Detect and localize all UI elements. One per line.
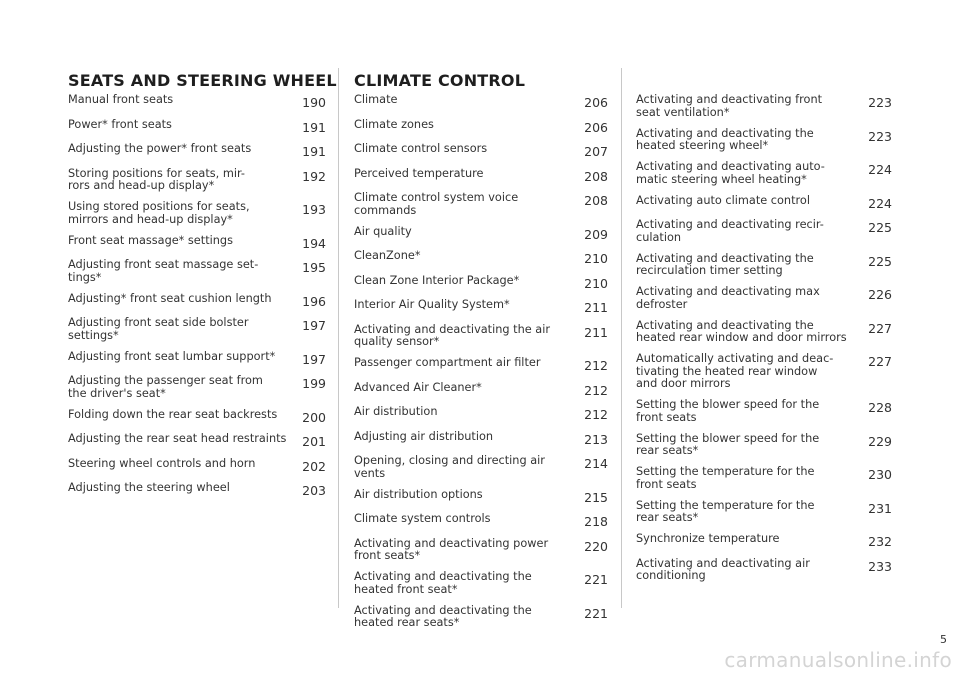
- toc-entry[interactable]: [354, 538, 608, 563]
- toc-entry-title: Power* front seats: [68, 117, 172, 131]
- toc-entry-title: Activating and deactivating front seat ventilation*: [636, 93, 823, 119]
- toc-entry-page: 201: [302, 434, 326, 449]
- toc-entry-page: 221: [584, 605, 608, 621]
- toc-entry-page: 212: [584, 382, 608, 398]
- toc-entry[interactable]: [68, 235, 326, 251]
- toc-entry[interactable]: [68, 94, 326, 110]
- toc-entry-page: 194: [302, 235, 326, 251]
- toc-entry-page: 206: [584, 119, 608, 135]
- toc-entry-title: Activating and deactivating the recirculation timer setting: [636, 251, 814, 277]
- toc-entry-page: 203: [302, 483, 326, 498]
- toc-entry-page: 199: [302, 376, 326, 391]
- toc-entry-page: 202: [302, 458, 326, 474]
- toc-entry[interactable]: [636, 353, 892, 391]
- toc-entry-page: 227: [868, 354, 892, 369]
- toc-entry-title: Adjusting front seat lumbar support*: [68, 349, 276, 363]
- toc-entry-title: Advanced Air Cleaner*: [354, 380, 482, 394]
- toc-entry[interactable]: [354, 94, 608, 110]
- toc-entry-title: Manual front seats: [68, 93, 174, 106]
- toc-column-climate-continued: [636, 70, 892, 591]
- toc-entry-page: 229: [868, 433, 892, 449]
- toc-entry[interactable]: [354, 226, 608, 242]
- toc-entry-title: Air distribution options: [354, 487, 483, 501]
- column-divider: [621, 68, 622, 608]
- toc-entry-page: 200: [302, 409, 326, 425]
- toc-entry[interactable]: [354, 571, 608, 596]
- toc-entry-title: Climate zones: [354, 117, 434, 131]
- toc-entry-title: Activating and deactivating the air quality sensor*: [354, 322, 551, 348]
- toc-entry-page: 218: [584, 514, 608, 529]
- toc-entry-page: 208: [584, 168, 608, 184]
- toc-entry-page: 232: [868, 534, 892, 549]
- toc-entry-page: 208: [584, 193, 608, 208]
- toc-column-seats: [68, 70, 337, 507]
- toc-entry-title: Storing positions for seats, mir- rors and head-up display*: [68, 166, 245, 192]
- toc-entry-title: Adjusting* front seat cushion length: [68, 291, 272, 305]
- toc-entry[interactable]: [354, 455, 608, 480]
- toc-entry-title: Adjusting the power* front seats: [68, 142, 252, 155]
- toc-entry[interactable]: [68, 293, 326, 309]
- toc-entry[interactable]: [68, 409, 326, 425]
- toc-entry[interactable]: [636, 500, 892, 525]
- toc-entry-page: 231: [868, 500, 892, 516]
- toc-entry-title: Climate: [354, 93, 398, 106]
- toc-entry-page: 207: [584, 144, 608, 159]
- toc-entry-title: Activating and deactivating the heated rear seats*: [354, 603, 532, 629]
- toc-entry-page: 225: [868, 220, 892, 235]
- toc-entry-title: Setting the temperature for the front seats: [636, 465, 815, 491]
- toc-list-climate: [354, 94, 608, 630]
- toc-entry[interactable]: [354, 168, 608, 184]
- toc-entry-page: 191: [302, 119, 326, 135]
- toc-entry-title: Climate control system voice commands: [354, 191, 519, 217]
- toc-entry[interactable]: [354, 192, 608, 217]
- toc-entry-page: 215: [584, 489, 608, 505]
- toc-entry-title: Passenger compartment air filter: [354, 356, 541, 369]
- toc-entry-page: 197: [302, 351, 326, 367]
- toc-entry[interactable]: [354, 605, 608, 630]
- toc-entry-page: 193: [302, 202, 326, 217]
- toc-entry[interactable]: [354, 489, 608, 505]
- toc-entry-page: 226: [868, 287, 892, 302]
- toc-entry-page: 209: [584, 226, 608, 242]
- toc-entry[interactable]: [68, 259, 326, 284]
- toc-entry-title: Perceived temperature: [354, 166, 484, 180]
- toc-entry[interactable]: [354, 324, 608, 349]
- toc-entry[interactable]: [68, 168, 326, 193]
- toc-entry-page: 220: [584, 538, 608, 554]
- toc-entry-page: 223: [868, 128, 892, 144]
- toc-entry-page: 195: [302, 260, 326, 275]
- toc-entry[interactable]: [68, 351, 326, 367]
- toc-entry[interactable]: [354, 513, 608, 529]
- toc-entry-title: Opening, closing and directing air vents: [354, 454, 545, 480]
- toc-entry[interactable]: [354, 275, 608, 291]
- toc-entry-title: Climate system controls: [354, 512, 491, 525]
- page-number: 5: [940, 633, 947, 646]
- toc-entry-title: Steering wheel controls and horn: [68, 456, 256, 470]
- toc-entry-title: Automatically activating and deac- tivating the heated rear window and door mirrors: [636, 352, 834, 390]
- toc-entry-title: Adjusting front seat side bolster settings*: [68, 316, 249, 342]
- toc-list-climate-continued: [636, 94, 892, 583]
- toc-entry[interactable]: [636, 219, 892, 244]
- toc-entry[interactable]: [636, 161, 892, 186]
- toc-entry[interactable]: [636, 558, 892, 583]
- toc-entry[interactable]: [354, 357, 608, 373]
- toc-entry[interactable]: [68, 433, 326, 449]
- toc-entry-page: 211: [584, 300, 608, 315]
- toc-entry-title: Activating auto climate control: [636, 193, 810, 207]
- toc-entry-page: 191: [302, 144, 326, 159]
- toc-entry-page: 225: [868, 253, 892, 269]
- section-heading-climate: CLIMATE CONTROL: [354, 71, 526, 90]
- toc-entry-page: 206: [584, 95, 608, 110]
- toc-entry[interactable]: [636, 399, 892, 424]
- toc-entry-title: Activating and deactivating air conditioning: [636, 556, 810, 582]
- toc-entry-title: Adjusting the steering wheel: [68, 481, 230, 494]
- toc-entry[interactable]: [636, 466, 892, 491]
- toc-entry-page: 190: [302, 95, 326, 110]
- toc-entry[interactable]: [68, 119, 326, 135]
- toc-entry-page: 212: [584, 407, 608, 422]
- toc-entry[interactable]: [636, 320, 892, 345]
- toc-entry[interactable]: [68, 201, 326, 226]
- toc-entry[interactable]: [354, 299, 608, 315]
- toc-entry-page: 223: [868, 95, 892, 110]
- toc-entry-title: Activating and deactivating auto- matic steering wheel heating*: [636, 160, 825, 186]
- toc-entry-page: 211: [584, 324, 608, 340]
- section-heading-seats: SEATS AND STEERING WHEEL: [68, 71, 337, 90]
- toc-entry-title: Interior Air Quality System*: [354, 298, 510, 311]
- toc-entry[interactable]: [636, 128, 892, 153]
- toc-entry-page: 213: [584, 431, 608, 447]
- toc-entry[interactable]: [68, 458, 326, 474]
- toc-entry-title: Activating and deactivating the heated rear window and door mirrors: [636, 318, 847, 344]
- toc-entry-title: CleanZone*: [354, 249, 421, 262]
- toc-entry-page: 228: [868, 400, 892, 415]
- toc-entry-page: 224: [868, 195, 892, 211]
- toc-entry-title: Folding down the rear seat backrests: [68, 407, 278, 421]
- toc-entry[interactable]: [354, 406, 608, 422]
- toc-column-climate: [354, 70, 608, 638]
- toc-entry-page: 197: [302, 318, 326, 333]
- toc-entry[interactable]: [354, 382, 608, 398]
- toc-entry[interactable]: [354, 143, 608, 159]
- toc-entry-title: Clean Zone Interior Package*: [354, 273, 520, 287]
- toc-entry-page: 212: [584, 358, 608, 373]
- toc-entry-title: Adjusting the rear seat head restraints: [68, 432, 287, 445]
- toc-entry-page: 233: [868, 558, 892, 574]
- toc-entry-title: Activating and deactivating recir- culation: [636, 218, 824, 244]
- toc-entry-page: 224: [868, 162, 892, 177]
- toc-entry-page: 210: [584, 275, 608, 291]
- toc-entry[interactable]: [636, 253, 892, 278]
- toc-entry-page: 227: [868, 320, 892, 336]
- toc-entry[interactable]: [354, 119, 608, 135]
- toc-entry[interactable]: [68, 375, 326, 400]
- toc-entry[interactable]: [636, 433, 892, 458]
- toc-entry[interactable]: [68, 143, 326, 159]
- toc-entry-page: 210: [584, 251, 608, 266]
- toc-entry-title: Adjusting air distribution: [354, 429, 494, 443]
- watermark: carmanualsonline.info: [724, 648, 952, 672]
- toc-entry-title: Activating and deactivating the heated front seat*: [354, 570, 532, 596]
- toc-entry-title: Activating and deactivating the heated steering wheel*: [636, 126, 814, 152]
- toc-entry-title: Synchronize temperature: [636, 532, 780, 545]
- toc-entry[interactable]: [636, 533, 892, 549]
- toc-entry-title: Using stored positions for seats, mirrors and head-up display*: [68, 200, 250, 226]
- toc-entry-title: Air distribution: [354, 405, 438, 418]
- toc-entry-page: 214: [584, 456, 608, 471]
- toc-entry-title: Front seat massage* settings: [68, 233, 233, 247]
- toc-entry-page: 221: [584, 572, 608, 587]
- toc-entry-title: Adjusting front seat massage set- tings*: [68, 258, 259, 284]
- toc-entry-title: Activating and deactivating power front seats*: [354, 536, 549, 562]
- toc-entry-page: 196: [302, 293, 326, 309]
- toc-entry-title: Setting the temperature for the rear seats*: [636, 498, 815, 524]
- toc-entry-title: Air quality: [354, 224, 412, 238]
- toc-entry-title: Setting the blower speed for the rear seats*: [636, 431, 820, 457]
- toc-entry-title: Setting the blower speed for the front seats: [636, 398, 820, 424]
- toc-entry[interactable]: [636, 286, 892, 311]
- toc-entry[interactable]: [636, 94, 892, 119]
- toc-entry-title: Climate control sensors: [354, 142, 488, 155]
- toc-entry[interactable]: [68, 482, 326, 498]
- column-divider: [338, 68, 339, 608]
- toc-list-seats: [68, 94, 326, 498]
- toc-entry[interactable]: [68, 317, 326, 342]
- toc-entry-page: 192: [302, 168, 326, 184]
- toc-entry[interactable]: [636, 195, 892, 211]
- toc-entry-title: Activating and deactivating max defroster: [636, 285, 820, 311]
- toc-entry-title: Adjusting the passenger seat from the driver's seat*: [68, 374, 263, 400]
- toc-entry[interactable]: [354, 250, 608, 266]
- toc-entry[interactable]: [354, 431, 608, 447]
- toc-entry-page: 230: [868, 467, 892, 482]
